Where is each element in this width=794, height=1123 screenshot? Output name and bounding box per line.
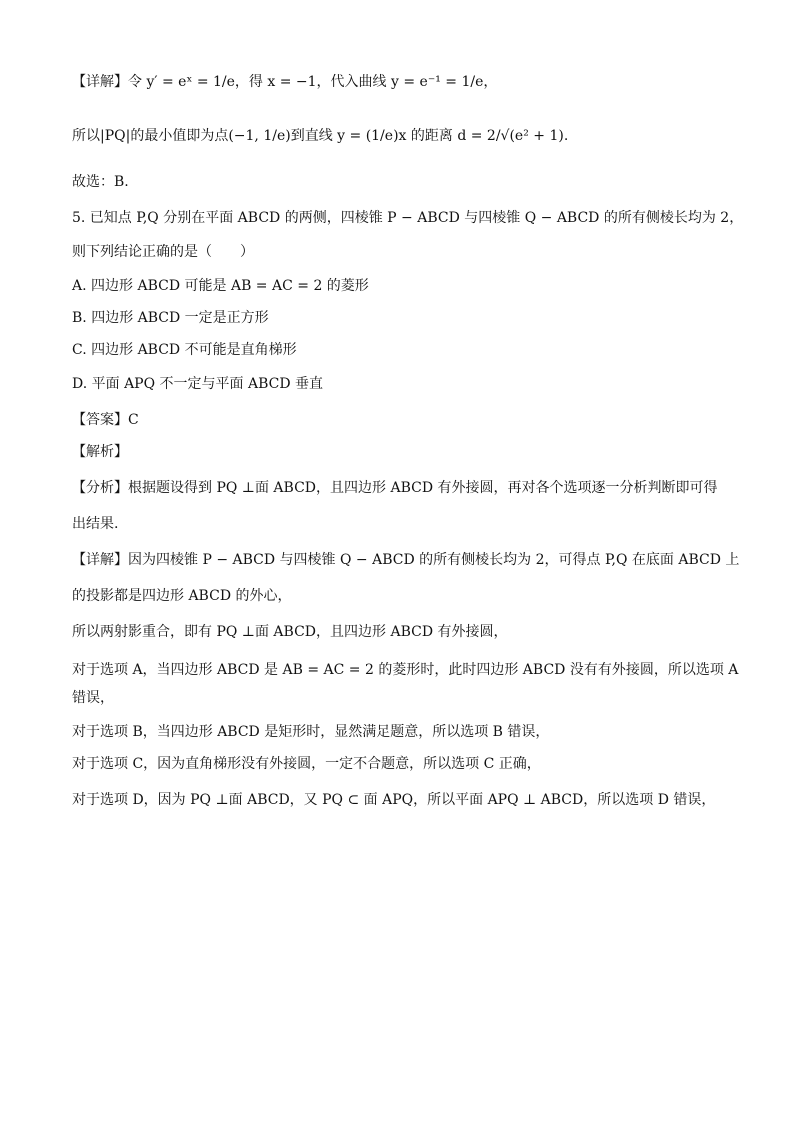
option-b: B. 四边形 ABCD 一定是正方形 <box>72 310 269 326</box>
question-5-continuation: 则下列结论正确的是（ ） <box>72 244 254 260</box>
min-distance-line: 所以|PQ|的最小值即为点(−1, 1/e)到直线 y = (1/e)x 的距离 d = 2/√(e² + 1). <box>72 128 569 144</box>
option-b-analysis: 对于选项 B，当四边形 ABCD 是矩形时，显然满足题意，所以选项 B 错误， <box>72 724 550 740</box>
option-a-analysis-1: 对于选项 A，当四边形 ABCD 是 AB = AC = 2 的菱形时，此时四边形 ABCD 没有有外接圆，所以选项 A <box>72 662 739 678</box>
option-a-analysis-2: 错误， <box>72 690 114 706</box>
analysis-heading: 【解析】 <box>72 444 128 460</box>
choice-b-line: 故选：B. <box>72 174 129 190</box>
option-d: D. 平面 APQ 不一定与平面 ABCD 垂直 <box>72 376 324 392</box>
option-c: C. 四边形 ABCD 不可能是直角梯形 <box>72 342 297 358</box>
question-5-line: 5. 已知点 P,Q 分别在平面 ABCD 的两侧，四棱锥 P − ABCD 与四棱锥 Q − ABCD 的所有侧棱长均为 2， <box>72 210 744 226</box>
analysis-line-2: 出结果. <box>72 516 119 532</box>
option-a: A. 四边形 ABCD 可能是 AB = AC = 2 的菱形 <box>72 278 369 294</box>
option-c-analysis: 对于选项 C，因为直角梯形没有外接圆，一定不合题意，所以选项 C 正确， <box>72 756 541 772</box>
detail-line-1: 【详解】因为四棱锥 P − ABCD 与四棱锥 Q − ABCD 的所有侧棱长均为 2，可得点 P,Q 在底面 ABCD 上 <box>72 552 740 568</box>
detail-line-3: 所以两射影重合，即有 PQ ⊥面 ABCD，且四边形 ABCD 有外接圆， <box>72 624 508 640</box>
answer-line: 【答案】C <box>72 412 139 428</box>
detail-line-2: 的投影都是四边形 ABCD 的外心， <box>72 588 292 604</box>
analysis-line-1: 【分析】根据题设得到 PQ ⊥面 ABCD，且四边形 ABCD 有外接圆，再对各个选项逐一分析判断即可得 <box>72 480 718 496</box>
detail-derivation-line: 【详解】令 y′ = eˣ = 1/e，得 x = −1，代入曲线 y = e⁻¹ = 1/e， <box>72 74 498 90</box>
option-d-analysis: 对于选项 D，因为 PQ ⊥面 ABCD，又 PQ ⊂ 面 APQ，所以平面 APQ ⊥ ABCD，所以选项 D 错误， <box>72 792 716 808</box>
